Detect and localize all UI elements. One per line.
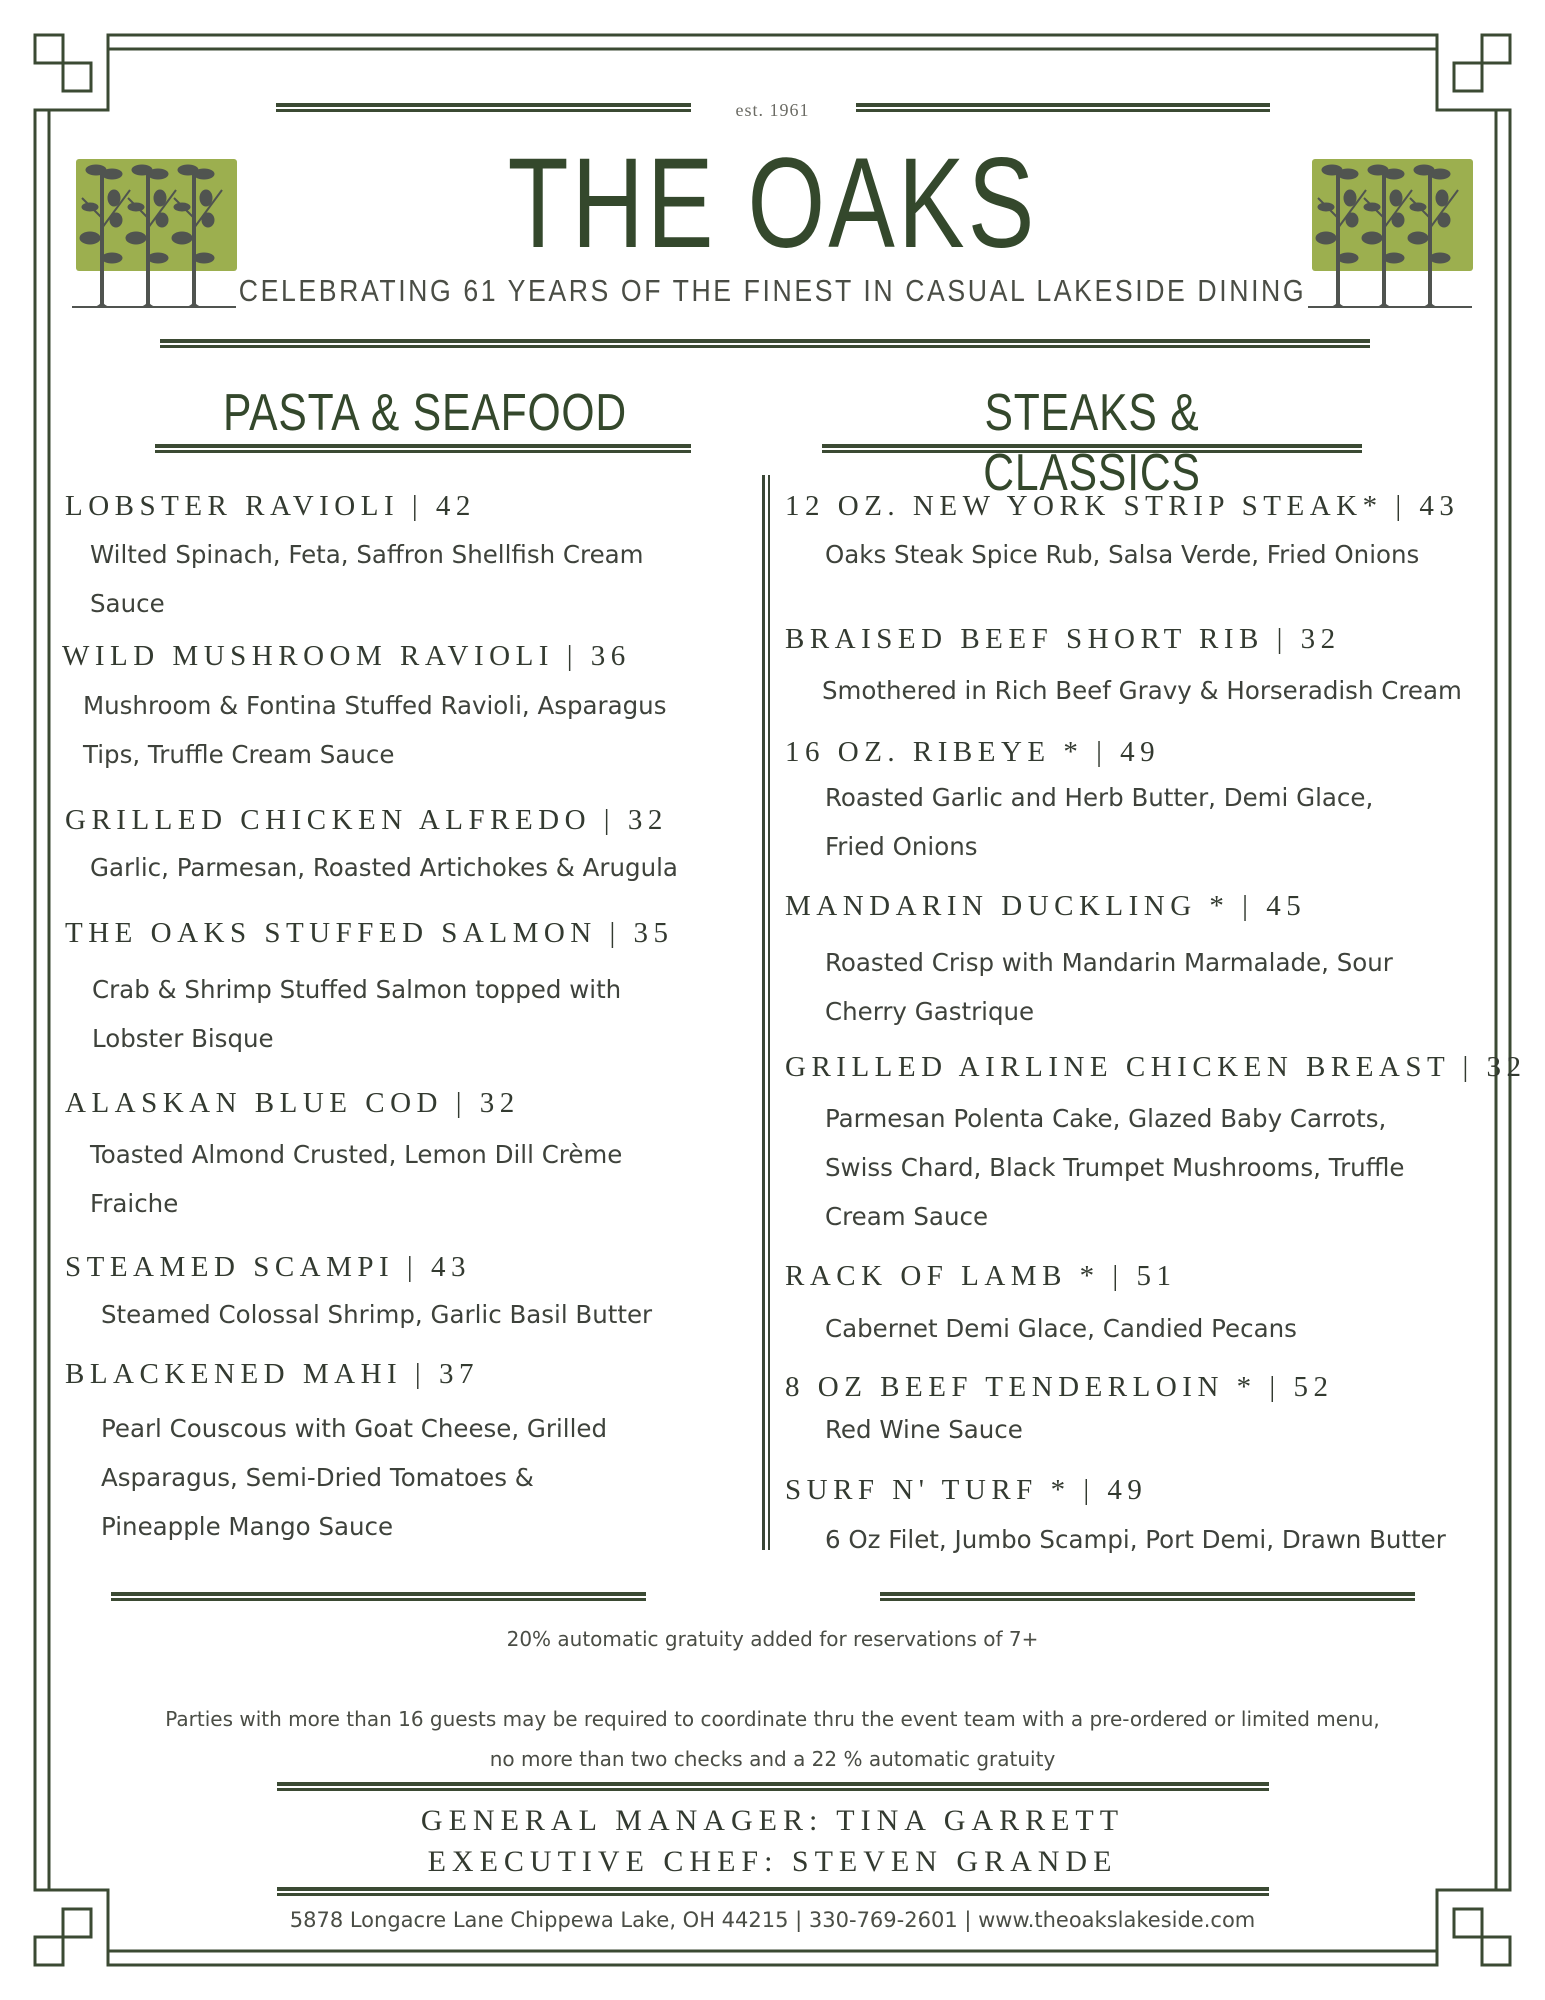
item-name: WILD MUSHROOM RAVIOLI | 36	[62, 640, 631, 672]
established-year: est. 1961	[735, 100, 810, 120]
item-name: GRILLED AIRLINE CHICKEN BREAST | 32	[785, 1051, 1527, 1083]
item-name: RACK OF LAMB * | 51	[785, 1260, 1177, 1292]
column-divider	[768, 475, 770, 1550]
item-name: MANDARIN DUCKLING * | 45	[785, 890, 1307, 922]
item-name: LOBSTER RAVIOLI | 42	[65, 490, 476, 522]
oak-trees-icon	[72, 158, 242, 310]
section-underline-right	[822, 444, 1362, 453]
item-name: BLACKENED MAHI | 37	[65, 1358, 479, 1390]
section-title-pasta-seafood: PASTA & SEAFOOD	[222, 384, 628, 442]
item-name: 16 OZ. RIBEYE * | 49	[785, 736, 1161, 768]
item-desc: Red Wine Sauce	[825, 1415, 1023, 1444]
item-desc: Steamed Colossal Shrimp, Garlic Basil Butter	[101, 1300, 653, 1329]
item-name: GRILLED CHICKEN ALFREDO | 32	[65, 804, 668, 836]
item-desc: Asparagus, Semi-Dried Tomatoes &	[101, 1463, 534, 1492]
item-name: 12 OZ. NEW YORK STRIP STEAK* | 43	[785, 490, 1460, 522]
item-desc: Pearl Couscous with Goat Cheese, Grilled	[101, 1414, 608, 1443]
item-desc: Roasted Garlic and Herb Butter, Demi Glace,	[825, 783, 1374, 812]
general-manager: GENERAL MANAGER: TINA GARRETT	[420, 1804, 1125, 1837]
item-name: ALASKAN BLUE COD | 32	[65, 1087, 520, 1119]
footer-divider-left	[111, 1592, 646, 1601]
item-desc: Mushroom & Fontina Stuffed Ravioli, Asparagus	[83, 691, 667, 720]
item-desc: Swiss Chard, Black Trumpet Mushrooms, Truffle	[825, 1153, 1405, 1182]
item-desc: Toasted Almond Crusted, Lemon Dill Crème	[90, 1140, 623, 1169]
item-desc: Cabernet Demi Glace, Candied Pecans	[825, 1314, 1297, 1343]
tagline: CELEBRATING 61 YEARS OF THE FINEST IN CASUAL LAKESIDE DINING	[238, 273, 1307, 308]
item-desc: Crab & Shrimp Stuffed Salmon topped with	[92, 975, 622, 1004]
item-name: 8 OZ BEEF TENDERLOIN * | 52	[785, 1371, 1334, 1403]
item-desc: Sauce	[90, 589, 165, 618]
item-name: STEAMED SCAMPI | 43	[65, 1251, 471, 1283]
header-divider-bottom	[160, 339, 1370, 348]
column-divider	[762, 475, 765, 1550]
staff-divider-top	[277, 1782, 1269, 1791]
item-desc: Oaks Steak Spice Rub, Salsa Verde, Fried Onions	[825, 540, 1420, 569]
item-desc: Roasted Crisp with Mandarin Marmalade, Sour	[825, 948, 1393, 977]
item-desc: Tips, Truffle Cream Sauce	[83, 740, 395, 769]
item-desc: Lobster Bisque	[92, 1024, 274, 1053]
large-party-note: no more than two checks and a 22 % automatic gratuity	[489, 1747, 1056, 1771]
item-desc: Fraiche	[90, 1189, 179, 1218]
section-title-steaks-classics: STEAKS & CLASSICS	[983, 384, 1201, 502]
restaurant-name: THE OAKS	[507, 132, 1038, 275]
item-desc: 6 Oz Filet, Jumbo Scampi, Port Demi, Drawn Butter	[825, 1525, 1446, 1554]
oak-trees-icon	[1308, 158, 1478, 310]
item-desc: Cream Sauce	[825, 1202, 989, 1231]
gratuity-note: 20% automatic gratuity added for reservations of 7+	[506, 1627, 1039, 1651]
section-underline-left	[155, 444, 691, 453]
item-desc: Fried Onions	[825, 832, 978, 861]
item-name: THE OAKS STUFFED SALMON | 35	[65, 917, 674, 949]
large-party-note: Parties with more than 16 guests may be required to coordinate thru the event team with a pre-ordered or limited menu,	[165, 1707, 1380, 1731]
item-desc: Garlic, Parmesan, Roasted Artichokes & Arugula	[90, 853, 678, 882]
footer-divider-right	[880, 1592, 1415, 1601]
item-desc: Pineapple Mango Sauce	[101, 1512, 394, 1541]
item-desc: Smothered in Rich Beef Gravy & Horseradish Cream	[822, 676, 1462, 705]
item-name: SURF N' TURF * | 49	[785, 1474, 1148, 1506]
item-name: BRAISED BEEF SHORT RIB | 32	[785, 623, 1341, 655]
item-desc: Cherry Gastrique	[825, 997, 1035, 1026]
item-desc: Parmesan Polenta Cake, Glazed Baby Carrots,	[825, 1104, 1387, 1133]
contact-address: 5878 Longacre Lane Chippewa Lake, OH 44215 | 330-769-2601 | www.theoakslakeside.com	[289, 1908, 1256, 1932]
executive-chef: EXECUTIVE CHEF: STEVEN GRANDE	[427, 1845, 1118, 1878]
item-desc: Wilted Spinach, Feta, Saffron Shellfish Cream	[90, 540, 644, 569]
staff-divider-bottom	[277, 1887, 1269, 1896]
